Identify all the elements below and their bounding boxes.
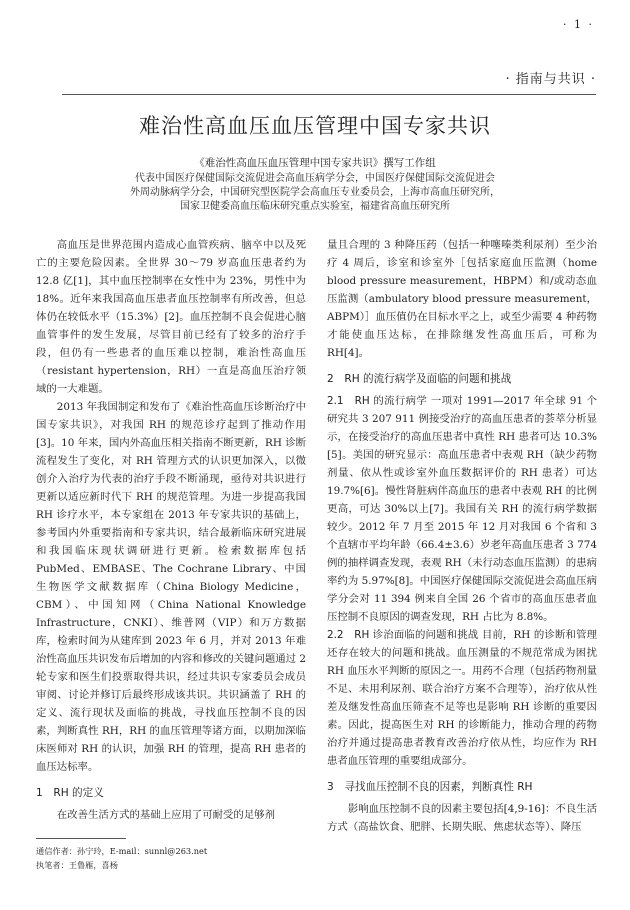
section-heading-epidemiology: 2 RH 的流行病学及面临的问题和挑战: [327, 373, 512, 385]
writers: 执笔者：王鲁雁，喜杨: [36, 860, 118, 870]
header-divider: [62, 94, 596, 95]
paragraph-definition: 在改善生活方式的基础上应用了可耐受的足够剂: [56, 809, 275, 821]
section-heading-factors: 3 寻找血压控制不良的因素，判断真性 RH: [327, 781, 533, 793]
affiliation-line: 国家卫健委高血压临床研究重点实验室，福建省高血压研究所: [180, 201, 450, 212]
section-tag: · 指南与共识 ·: [505, 72, 596, 87]
left-column: [36, 236, 306, 824]
footnote-divider: [36, 838, 126, 839]
corresponding-author: 通信作者：孙宁玲，E-mail：sunnl@263.net: [36, 846, 208, 856]
author-group: 《难治性高血压血压管理中国专家共识》撰写工作组: [194, 157, 436, 169]
paragraph-definition-cont: 量且合理的 3 种降压药（包括一种噻嗪类利尿剂）至少治疗 4 周后，诊室和诊室外［包括家庭血压监测（home blood pressure measurement，HBPM）和/或动态血压监测（ambulatory blood pressure measurement，ABPM）］血压值仍在目标水平之上，或至少需要 4 种药物才能使血压达标，在排除继发性高血压后，可称为 RH[4]。: [327, 239, 597, 359]
author-block: [90, 156, 540, 214]
affiliation-line: 外周动脉病学分会，中国研究型医院学会高血压专业委员会，上海市高血压研究所，: [130, 187, 500, 198]
right-column: [327, 236, 597, 836]
paragraph-factors: 影响血压控制不良的因素主要包括[4,9-16]：不良生活方式（高盐饮食、肥胖、长期失眠、焦虑状态等）、降压: [327, 803, 597, 833]
paragraph-intro: 高血压是世界范围内造成心血管疾病、脑卒中以及死亡的主要危险因素。全世界 30～79 岁高血压患者约为 12.8 亿[1]，其中血压控制率在女性中为 23%，男性中为 18%。近年来我国高血压患者血压控制率有所改善，但总体仍在较低水平（15.3%）[2]。血压控制不良会促进心脑血管事件的发生发展，尽管目前已经有了较多的治疗手段，但仍有一些患者的血压难以控制，难治性高血压（resistant hypertension，RH）一直是高血压治疗领域的一大难题。: [36, 239, 306, 395]
section-heading-definition: 1 RH 的定义: [36, 787, 104, 799]
affiliation-line: 代表中国医疗保健国际交流促进会高血压病学分会，中国医疗保健国际交流促进会: [135, 173, 495, 184]
paragraph-epidemiology: [327, 392, 597, 626]
subsection-body-2-1: 一项对 1991—2017 年全球 91 个研究共 3 207 911 例接受治疗的高血压患者的荟萃分析显示，在接受治疗的高血压患者中真性 RH 患者可达 10.3%[5]。美国的研究显示：高血压患者中表观 RH（缺少药物剂量、依从性或诊室外血压数据评价的 RH 患者）可达 19.7%[6]。慢性肾脏病伴高血压的患者中表观 RH 的比例更高，可达 30%以上[7]。我国有关 RH 的流行病学数据较少。2012 年 7 月至 2015 年 12 月对我国 6 个省和 3 个直辖市平均年龄（66.4±3.6）岁老年高血压患者 3 774 例的抽样调查发现，表观 RH（未行动态血压监测）的患病率约为 5.97%[8]。中国医疗保健国际交流促进会高血压病学分会对 11 394 例来自全国 26 个省市的高血压患者血压控制不良原因的调查发现，RH 占比为 8.8%。: [327, 395, 597, 623]
subsection-title-2-2: 2.2 RH 诊治面临的问题和挑战: [327, 629, 479, 641]
page-number: · 1 ·: [563, 18, 594, 31]
article-title: 难治性高血压血压管理中国专家共识: [139, 114, 491, 138]
footnotes: [36, 844, 207, 872]
subsection-body-2-2: 目前，RH 的诊断和管理还存在较大的问题和挑战。血压测量的不规范常成为困扰 RH 血压水平判断的原因之一。用药不合理（包括药物剂量不足、未用利尿剂、联合治疗方案不合理等），治疗依从性差及继发性高血压筛查不足等也是影响 RH 诊断的重要因素。因此，提高医生对 RH 的诊断能力，推动合理的药物治疗并通过提高患者教育改善治疗依从性，均应作为 RH 患者血压管理的重要组成部分。: [327, 629, 598, 767]
paragraph-challenges: [327, 626, 597, 770]
paragraph-background: 2013 年我国制定和发布了《难治性高血压诊断治疗中国专家共识》，对我国 RH 的规范诊疗起到了推动作用[3]。10 年来，国内外高血压相关指南不断更新，RH 诊断流程发生了变化，对 RH 管理方式的认识更加深入，以微创介入治疗为代表的治疗手段不断涌现，亟待对共识进行更新以适应新时代下 RH 的规范管理。为进一步提高我国 RH 诊疗水平，本专家组在 2013 年专家共识的基础上，参考国内外重要指南和专家共识，结合最新临床研究进展和我国临床现状调研进行更新。检索数据库包括 PubMed、EMBASE、The Cochrane Library、中国生物医学文献数据库（China Biology Medicine，CBM）、中国知网（China National Knowledge Infrastructure，CNKI）、维普网（VIP）和万方数据库，检索时间为从建库到 2023 年 6 月，并对 2013 年难治性高血压共识发布后增加的内容和修改的关键问题通过 2 轮专家和医生们投票取得共识，经过共识专家委员会成员审阅、讨论并修订后最终形成该共识。共识涵盖了 RH 的定义、流行现状及面临的挑战，寻找血压控制不良的因素，判断真性 RH，RH 的血压管理等诸方面，以期加深临床医师对 RH 的认识，加强 RH 的管理，提高 RH 患者的血压达标率。: [36, 401, 306, 773]
subsection-title-2-1: 2.1 RH 的流行病学: [327, 395, 428, 407]
